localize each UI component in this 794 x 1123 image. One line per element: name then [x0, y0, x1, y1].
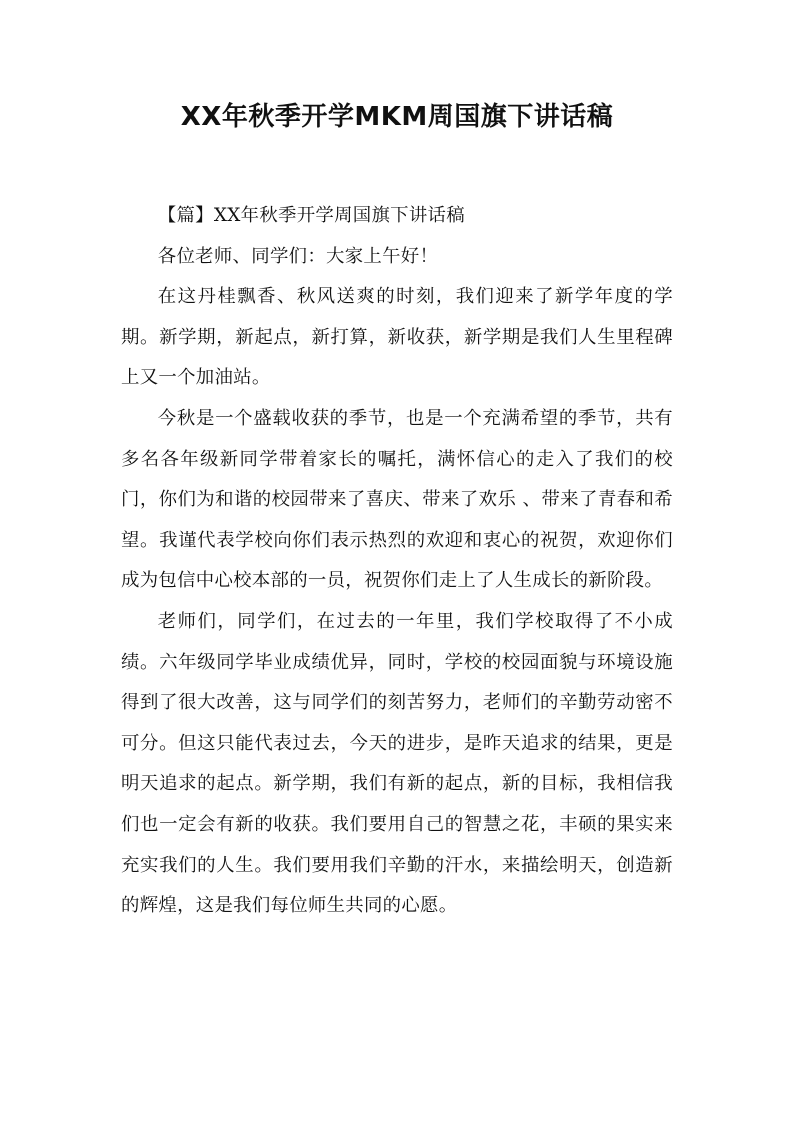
document-title: XX年秋季开学MKM周国旗下讲话稿	[180, 102, 614, 132]
section-heading: 【篇】XX年秋季开学周国旗下讲话稿	[157, 205, 465, 226]
document-body	[121, 196, 673, 927]
body-paragraph: 今秋是一个盛载收获的季节，也是一个充满希望的季节，共有 多名各年级新同学带着家长的嘱托，满怀信心的走入了我们的校门，你们为和谐的校园带来了喜庆、带来了欢乐 、带来了青春和希望。我谨代表学校向你们表示热烈的欢迎和衷心的祝贺，欢迎你们成为包信中心校本部的一员，祝贺你们走上了人生成长的新阶段。	[121, 407, 673, 592]
body-paragraph: 老师们，同学们，在过去的一年里，我们学校取得了不小成绩。六年级同学毕业成绩优异，同时，学校的校园面貌与环境设施得到了很大改善，这与同学们的刻苦努力，老师们的辛勤劳动密不可分。但这只能代表过去，今天的进步，是昨天追求的结果，更是明天追求的起点。新学期，我们有新的起点，新的目标，我相信我们也一定会有新的收获。我们要用自己的智慧之花，丰硕的果实来充实我们的人生。我们要用我们辛勤的汗水，来描绘明天，创造新的辉煌，这是我们每位师生共同的心愿。	[121, 610, 673, 917]
greeting-paragraph: 各位老师、同学们：大家上午好！	[157, 245, 439, 267]
body-paragraph: 在这丹桂飘香、秋风送爽的时刻，我们迎来了新学年度的学期。新学期，新起点，新打算，新收获，新学期是我们人生里程碑上又一个加油站。	[121, 286, 673, 389]
